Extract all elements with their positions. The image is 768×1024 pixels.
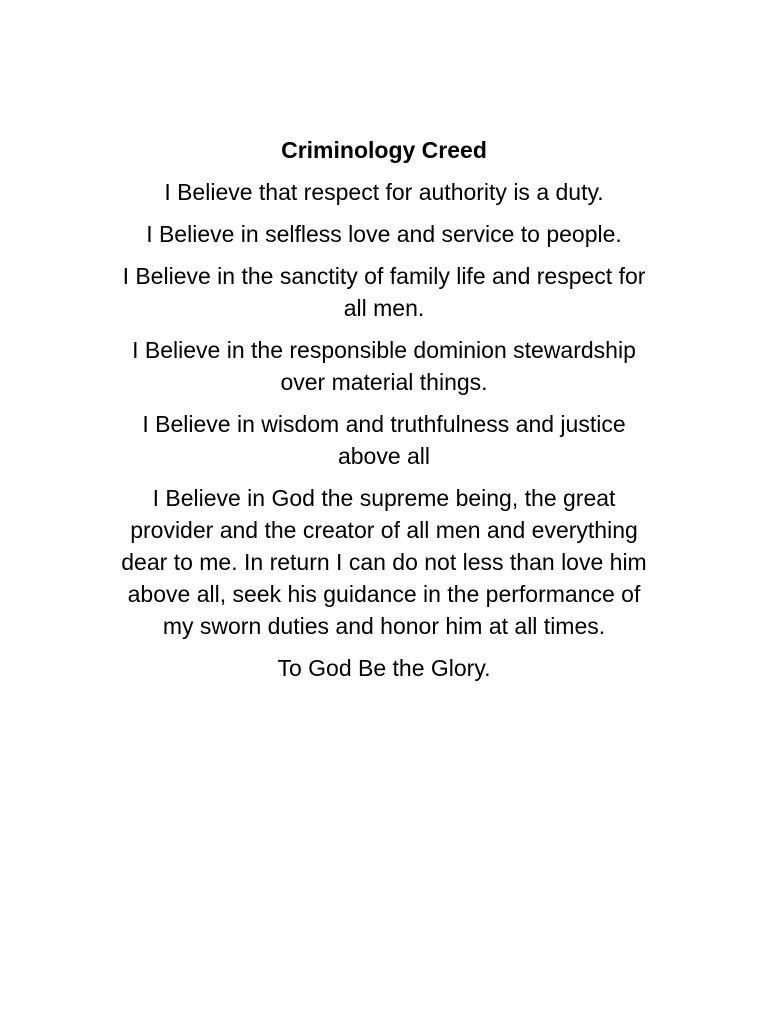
creed-paragraph-3 [84,260,684,324]
creed-line: all men. [343,295,425,321]
creed-line: over material things. [280,369,488,395]
creed-paragraph-6 [84,482,684,642]
creed-line: above all [337,443,431,469]
creed-line: I Believe in wisdom and truthfulness and justice [142,411,626,437]
creed-line: I Believe that respect for authority is a duty. [164,179,604,205]
creed-line: dear to me. In return I can do not less than love him [121,549,647,575]
creed-line: I Believe in God the supreme being, the great [152,485,616,511]
creed-line: I Believe in the responsible dominion stewardship [132,337,636,363]
creed-closing [84,652,684,684]
creed-paragraph-1 [84,176,684,208]
creed-line: above all, seek his guidance in the performance of [127,581,641,607]
creed-paragraph-5 [84,408,684,472]
creed-line: I Believe in the sanctity of family life and respect for [122,263,646,289]
creed-line: provider and the creator of all men and everything [130,517,638,543]
creed-paragraph-4 [84,334,684,398]
creed-line: my sworn duties and honor him at all times. [162,613,606,639]
creed-line: To God Be the Glory. [277,655,491,681]
creed-paragraph-2 [84,218,684,250]
creed-body [84,176,684,694]
page-title: Criminology Creed [281,137,487,163]
creed-line: I Believe in selfless love and service to people. [146,221,622,247]
